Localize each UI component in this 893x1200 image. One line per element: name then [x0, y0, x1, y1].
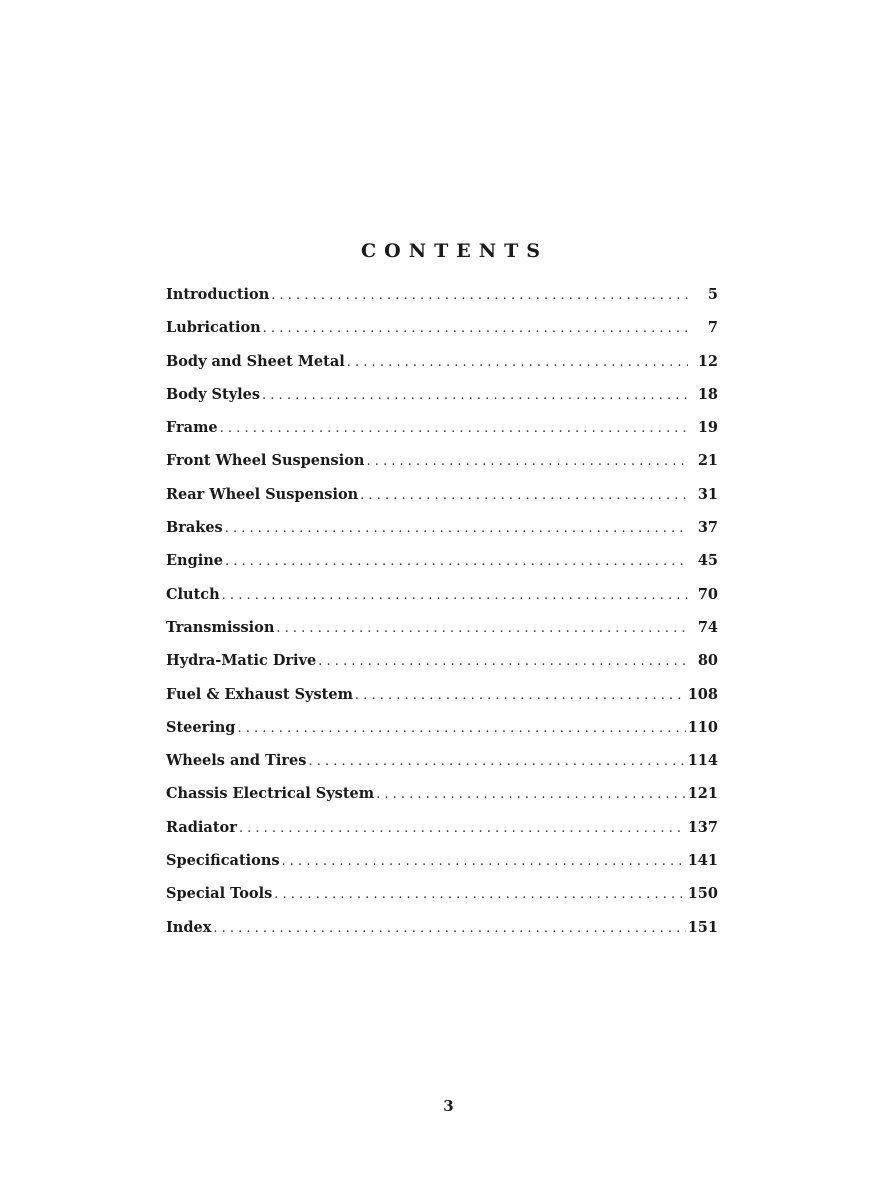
- toc-entry: [166, 419, 718, 452]
- toc-entry: [166, 819, 718, 852]
- dot-leader: [220, 421, 688, 436]
- dot-leader: [262, 388, 688, 403]
- toc-entry-page: 150: [687, 885, 718, 903]
- toc-entry-label: Introduction: [166, 286, 270, 303]
- dot-leader: [274, 887, 685, 902]
- toc-entry: [166, 752, 718, 785]
- toc-entry-page: 151: [687, 918, 718, 936]
- toc-entry-label: Engine: [166, 552, 224, 570]
- toc-entry-label: Frame: [166, 419, 218, 437]
- toc-entry: [166, 919, 718, 952]
- toc-entry-page: 108: [687, 685, 718, 703]
- toc-entry-page: 137: [687, 818, 718, 836]
- toc-entry-label: Chassis Electrical System: [166, 785, 375, 803]
- toc-entry-label: Fuel & Exhaust System: [166, 685, 353, 703]
- toc-entry-label: Specifications: [166, 852, 280, 870]
- toc-entry-page: 141: [687, 852, 718, 870]
- toc-entry-label: Lubrication: [166, 319, 261, 337]
- toc-entry: [166, 386, 718, 419]
- dot-leader: [318, 654, 688, 669]
- toc-entry: [166, 519, 718, 552]
- toc-entry-page: 74: [697, 618, 718, 636]
- dot-leader: [355, 688, 686, 703]
- toc-entry-label: Transmission: [166, 618, 275, 636]
- dot-leader: [366, 454, 688, 469]
- toc-entry: [166, 319, 718, 352]
- dot-leader: [225, 554, 688, 569]
- toc-entry: [166, 785, 718, 818]
- dot-leader: [239, 821, 686, 836]
- toc-entry: [166, 353, 718, 386]
- toc-entry-page: 110: [687, 718, 718, 736]
- dot-leader: [376, 787, 686, 802]
- toc-entry: [166, 652, 718, 685]
- toc-entry: [166, 486, 718, 519]
- toc-entry-label: Hydra-Matic Drive: [166, 652, 317, 670]
- toc-entry-page: 121: [687, 785, 718, 803]
- dot-leader: [282, 854, 686, 869]
- toc-entry-label: Brakes: [166, 519, 223, 537]
- toc-entry: [166, 885, 718, 918]
- toc-entry-page: 114: [687, 752, 718, 770]
- toc-entry-label: Body Styles: [166, 385, 261, 403]
- toc-entry: [166, 852, 718, 885]
- toc-entry-page: 37: [697, 519, 718, 537]
- toc-entry-page: 70: [697, 585, 718, 603]
- toc-entry-label: Rear Wheel Suspension: [166, 485, 359, 503]
- page-title: CONTENTS: [361, 240, 548, 262]
- toc-entry-page: 5: [707, 286, 718, 303]
- toc-entry-label: Body and Sheet Metal: [166, 352, 345, 370]
- page-number: 3: [443, 1097, 454, 1115]
- toc-entry-page: 18: [697, 385, 718, 403]
- toc-entry: [166, 452, 718, 485]
- toc-entry-label: Radiator: [166, 818, 237, 836]
- dot-leader: [276, 621, 688, 636]
- toc-entry-page: 19: [697, 419, 718, 437]
- toc-entry: [166, 719, 718, 752]
- dot-leader: [213, 921, 685, 936]
- dot-leader: [308, 754, 685, 769]
- toc-entry-label: Wheels and Tires: [166, 752, 307, 770]
- table-of-contents: [166, 286, 718, 952]
- toc-entry: [166, 552, 718, 585]
- toc-entry-label: Steering: [166, 718, 236, 736]
- toc-entry-label: Special Tools: [166, 885, 273, 903]
- dot-leader: [225, 521, 688, 536]
- dot-leader: [237, 721, 685, 736]
- toc-entry-label: Front Wheel Suspension: [166, 452, 365, 470]
- toc-entry-page: 12: [697, 352, 718, 370]
- toc-entry-label: Clutch: [166, 585, 220, 603]
- toc-entry-page: 7: [707, 319, 718, 337]
- dot-leader: [271, 288, 688, 303]
- toc-entry-page: 45: [697, 552, 718, 570]
- toc-entry-page: 80: [697, 652, 718, 670]
- toc-entry: [166, 286, 718, 319]
- toc-entry-label: Index: [166, 918, 212, 936]
- dot-leader: [347, 355, 688, 370]
- dot-leader: [360, 488, 688, 503]
- toc-entry: [166, 686, 718, 719]
- toc-entry: [166, 619, 718, 652]
- toc-entry-page: 31: [697, 485, 718, 503]
- dot-leader: [263, 321, 688, 336]
- toc-entry: [166, 586, 718, 619]
- dot-leader: [222, 588, 688, 603]
- toc-entry-page: 21: [697, 452, 718, 470]
